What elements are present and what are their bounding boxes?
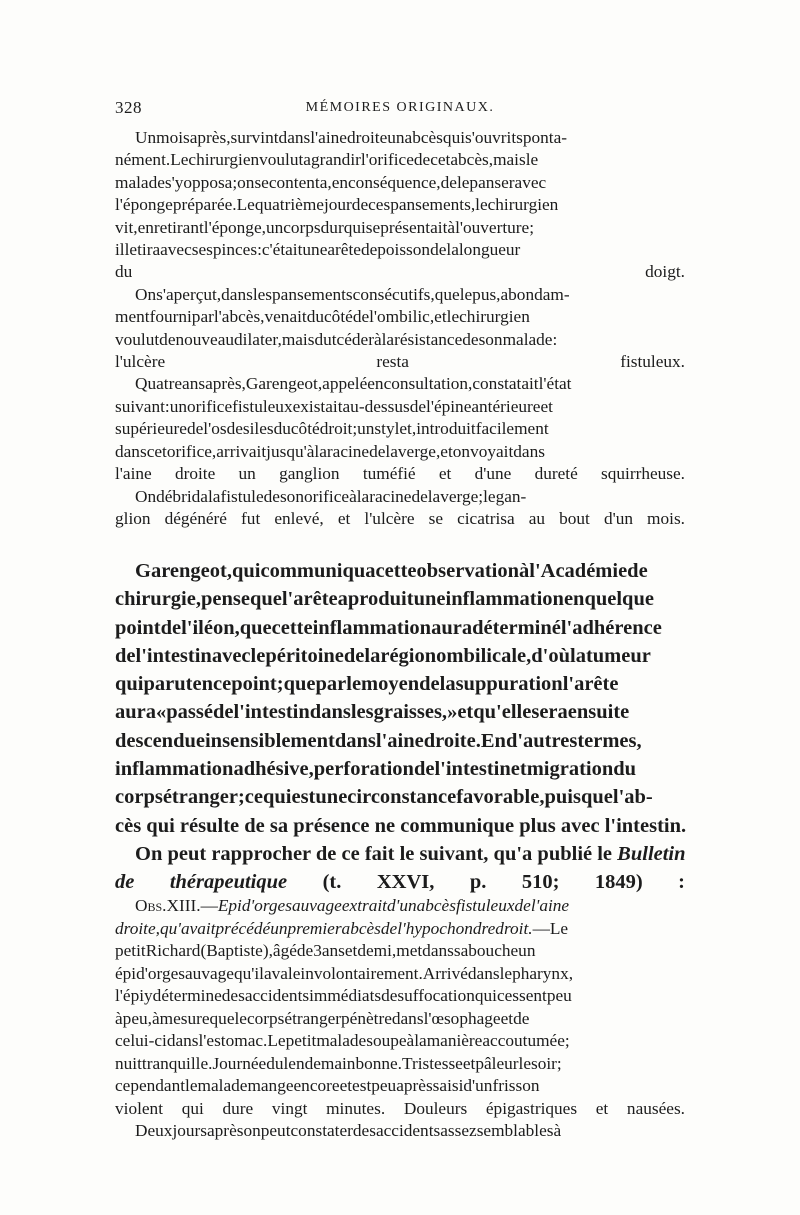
paragraph-comparison [115, 840, 685, 897]
paragraph-garengeot [115, 557, 685, 840]
journal-title: de thérapeutique [115, 871, 288, 894]
commentary [115, 557, 685, 897]
text-line: descendueinsensiblementdansl'ainedroite.End'autrestermes, [115, 729, 642, 752]
text-line: violent qui dure vingt minutes. Douleurs épigastriques et nausées. [115, 1098, 685, 1118]
paragraph-debridement [115, 486, 685, 531]
text-line: épid'orgesauvagequ'ilavaleinvolontairement.Arrivédanslepharynx, [115, 963, 574, 983]
citation: (t. XXVI, p. 510; 1849) : [287, 871, 685, 894]
text-line: danscetorifice,arrivaitjusqu'àlaracinedelaverge,etonvoyaitdans [115, 441, 545, 461]
text-line: suivant:unorificefistuleuxexistaitau-dessusdel'épineantérieureet [115, 396, 553, 416]
text-line: Ondébridalafistuledesonorificeàlaracinedelaverge;legan- [135, 486, 527, 506]
text-line: Unmoisaprès,survintdansl'ainedroiteunabcèsquis'ouvritsponta- [135, 128, 568, 147]
text-line [115, 868, 685, 896]
text-line: Garengeot,quicommuniquacetteobservationàl'Académiede [135, 560, 648, 582]
text-line: illetiraavecsespinces:c'étaitunearêtedepoissondelalongueur [115, 240, 521, 260]
text-line: mentfourniparl'abcès,venaitducôtédel'ombilic,etlechirurgien [115, 307, 530, 327]
text-line: àpeu,àmesurequelecorpsétrangerpénètredansl'œsophageetde [115, 1008, 530, 1028]
text-line: corpsétranger;cequiestunecirconstancefavorable,puisquel'ab- [115, 786, 653, 809]
text-line: cependantlemalademangeencoreetestpeuaprèssaisid'unfrisson [115, 1076, 540, 1095]
text-line: pointdel'iléon,quecetteinflammationauradéterminél'adhérence [115, 616, 662, 639]
text-line [115, 840, 685, 868]
text-line: Obs.XIII.—Epid'orgesauvageextraitd'unabcèsfistuleuxdel'aine [135, 896, 570, 915]
text-line: petitRichard(Baptiste),âgéde3ansetdemi,metdanssaboucheun [115, 941, 536, 960]
text-line: quiparutencepoint;queparlemoyendelasuppurationl'arête [115, 673, 619, 696]
text-line: Quatreansaprès,Garengeot,appeléenconsultation,constataitl'état [135, 374, 572, 394]
text-line: Deuxjoursaprèsonpeutconstaterdesaccidentsassezsemblablesà [135, 1121, 562, 1140]
page-number: 328 [115, 98, 142, 117]
text-line: voulutdenouveaudilater,maisdutcéderàlarésistancedesonmalade: [115, 329, 558, 349]
text-line: nuittranquille.Journéedulendemainbonne.Tristesseetpâleurlesoir; [115, 1053, 562, 1073]
text-line: malades'yopposa;onsecontenta,enconséquence,delepanseravec [115, 172, 547, 192]
paragraph-dressings [115, 284, 685, 374]
page-header [115, 98, 685, 120]
text-line: chirurgie,pensequel'arêteaproduituneinflammationenquelque [115, 588, 654, 611]
paragraph-consultation [115, 373, 685, 485]
case-narrative [115, 127, 685, 530]
paragraph-abscess [115, 127, 685, 284]
text-line: vit,enretirantl'éponge,uncorpsdurquiseprésentaitàl'ouverture; [115, 217, 534, 237]
text-line: supérieuredel'osdesilesducôtédroit;unstylet,introduitfacilement [115, 419, 549, 439]
text-line: del'intestinaveclepéritoinedelarégionombilicale,d'oùlatumeur [115, 644, 651, 667]
text-line: cès qui résulte de sa présence ne communique plus avec l'intestin. [115, 814, 687, 837]
text-line: l'ulcère resta fistuleux. [115, 352, 685, 372]
text-line: l'épiydéterminedesaccidentsimmédiatsdesuffocationquicessentpeu [115, 986, 572, 1005]
text-line: aura«passédel'intestindanslesgraisses,»etqu'elleseraensuite [115, 701, 630, 724]
text-line: inflammationadhésive,perforationdel'intestinetmigrationdu [115, 758, 637, 781]
text-line: du doigt. [115, 262, 685, 282]
text-line: celui-cidansl'estomac.Lepetitmaladesoupeàlamanièreaccoutumée; [115, 1031, 570, 1050]
text-run: On peut rapprocher de ce fait le suivant, qu'a publié le [135, 842, 618, 865]
text-line: l'épongepréparée.Lequatrièmejourdecespansements,lechirurgien [115, 195, 559, 215]
observation-13 [115, 895, 685, 1143]
paragraph-observation [115, 895, 685, 1120]
text-line: nément.Lechirurgienvoulutagrandirl'orificedecetabcès,maisle [115, 150, 539, 170]
running-title: MÉMOIRES ORIGINAUX. [305, 100, 495, 115]
text-line: Ons'aperçut,danslespansementsconsécutifs,quelepus,abondam- [135, 284, 570, 304]
journal-title: Bulletin [617, 842, 686, 865]
text-line: glion dégénéré fut enlevé, et l'ulcère se cicatrisa au bout d'un mois. [115, 508, 685, 528]
text-line: droite,qu'avaitprécédéunpremierabcèsdel'hypochondredroit.—Le [115, 918, 569, 938]
paragraph-continuation [115, 1120, 685, 1143]
text-line: l'aine droite un ganglion tuméfié et d'une dureté squirrheuse. [115, 464, 685, 484]
